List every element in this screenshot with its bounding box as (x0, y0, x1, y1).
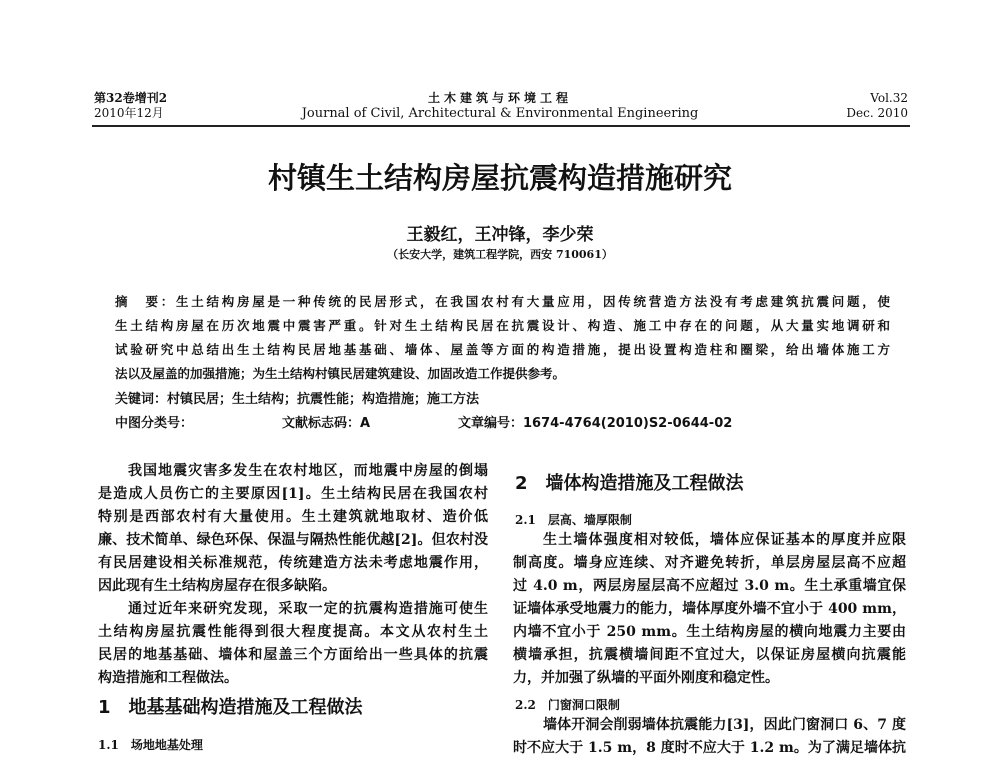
body-line: 有民居建设相关标准规范，传统建造方法未考虑地震作用， (98, 555, 488, 571)
paper-title: 村镇生土结构房屋抗震构造措施研究 (267, 161, 732, 195)
volume-info (846, 91, 908, 121)
body-line: 土结构房屋抗震性能得到很大程度提高。本文从农村生土 (98, 624, 488, 640)
body-line: 因此现有生土结构房屋存在很多缺陷。 (98, 578, 336, 594)
abstract-line: 生土结构房屋在历次地震中震害严重。针对生土结构民居在抗震设计、构造、施工中存在的问题，从大量实地调研和 (115, 318, 890, 333)
subsection-heading-2-1: 2.1 层高、墙厚限制 (515, 513, 632, 527)
volume: Vol.32 (870, 91, 908, 105)
journal-cn: 土木建筑与环境工程 (427, 91, 572, 105)
subsection-heading-1-1: 1.1 场地地基处理 (98, 738, 203, 752)
body-line: 力，并加强了纵墙的平面外刚度和稳定性。 (513, 670, 779, 686)
keywords: 关键词：村镇民居；生土结构；抗震性能；构造措施；施工方法 (115, 392, 480, 407)
journal-name (250, 91, 750, 121)
body-line: 廉、技术简单、绿色环保、保温与隔热性能优越[2]。但农村没 (98, 532, 488, 548)
subsection-heading-2-2: 2.2 门窗洞口限制 (515, 698, 620, 712)
issue-cn: 第32卷增刊2 (94, 91, 168, 105)
body-line: 内墙不宜小于 250 mm。生土结构房屋的横向地震力主要由 (513, 624, 906, 640)
body-line: 是造成人员伤亡的主要原因[1]。生土结构民居在我国农村 (98, 486, 488, 502)
body-line: 生土墙体强度相对较低，墙体应保证基本的厚度并应限 (543, 532, 906, 548)
abstract-line: 法以及屋盖的加强措施；为生土结构村镇民居建筑建设、加固改造工作提供参考。 (115, 366, 566, 381)
body-line: 过 4.0 m，两层房屋层高不应超过 3.0 m。生土承重墙宜保 (513, 578, 906, 594)
section-heading-1: 1 地基基础构造措施及工程做法 (98, 697, 363, 718)
clc-number: 中图分类号： (115, 416, 194, 431)
body-line: 特别是西部农村有大量使用。生土建筑就地取材、造价低 (98, 509, 488, 525)
affiliation: （长安大学，建筑工程学院，西安 710061） (387, 248, 613, 261)
date-en: Dec. 2010 (846, 106, 908, 120)
body-line: 制高度。墙身应连续、对齐避免转折，单层房屋层高不应超 (513, 555, 906, 571)
section-heading-2: 2 墙体构造措施及工程做法 (515, 473, 744, 494)
body-line: 证墙体承受地震力的能力，墙体厚度外墙不宜小于 400 mm， (513, 601, 906, 617)
authors: 王毅红，王冲锋，李少荣 (406, 225, 594, 245)
body-line: 时不应大于 1.5 m，8 度时不应大于 1.2 m。为了满足墙体抗 (513, 740, 906, 756)
abstract-line: 试验研究中总结出生土结构民居地基基础、墙体、屋盖等方面的构造措施，提出设置构造柱和圈梁，给出墙体施工方 (115, 342, 890, 357)
issue-info (94, 91, 167, 121)
body-line: 民居的地基基础、墙体和屋盖三个方面给出一些具体的抗震 (98, 647, 488, 663)
document-code: 文献标志码：A (282, 416, 371, 431)
body-line: 构造措施和工程做法。 (98, 670, 238, 686)
date-cn: 2010年12月 (94, 106, 164, 120)
abstract-line: 摘 要：生土结构房屋是一种传统的民居形式，在我国农村有大量应用，因传统营造方法没有考虑建筑抗震问题，使 (115, 294, 890, 309)
article-number: 文章编号：1674-4764(2010)S2-0644-02 (458, 416, 733, 431)
body-line: 通过近年来研究发现，采取一定的抗震构造措施可使生 (128, 601, 488, 617)
body-line: 我国地震灾害多发生在农村地区，而地震中房屋的倒塌 (128, 463, 488, 479)
journal-en: Journal of Civil, Architectural & Environmental Engineering (301, 106, 699, 121)
body-line: 横墙承担，抗震横墙间距不宜过大，以保证房屋横向抗震能 (513, 647, 906, 663)
header-rule (92, 125, 910, 127)
body-line: 墙体开洞会削弱墙体抗震能力[3]，因此门窗洞口 6、7 度 (543, 717, 906, 733)
